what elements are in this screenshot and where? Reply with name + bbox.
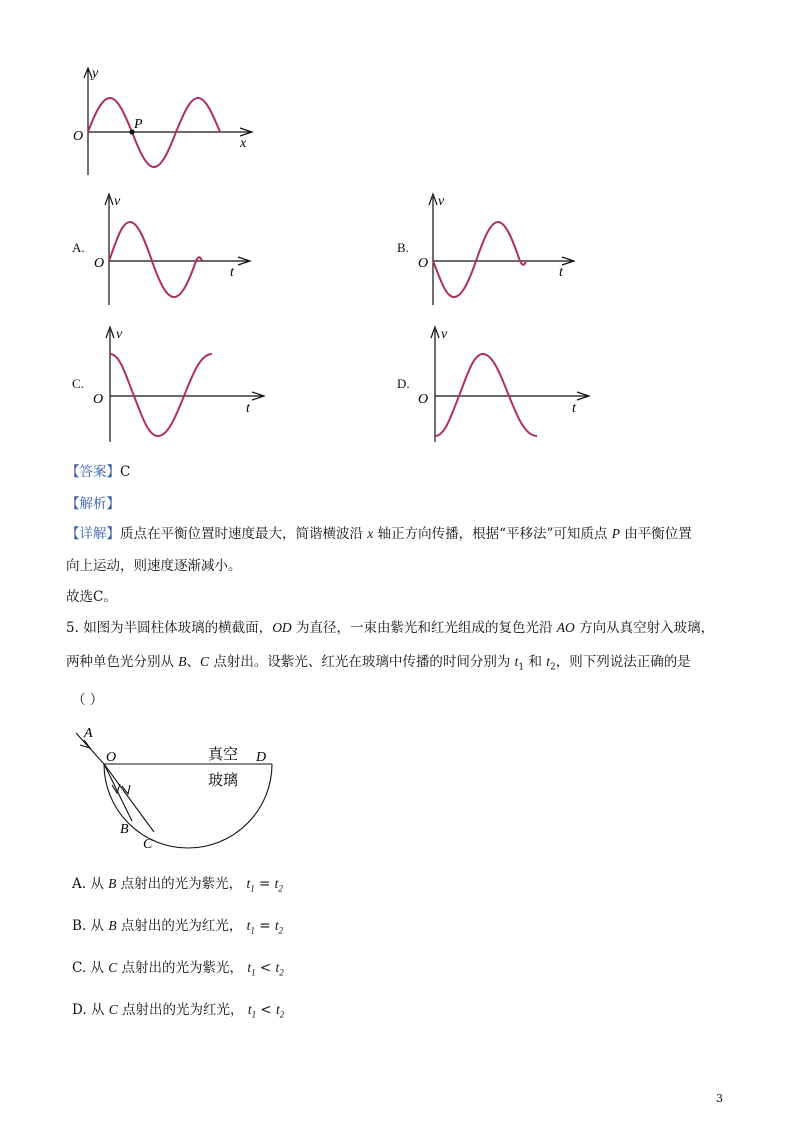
label-v: v bbox=[116, 327, 123, 342]
q5-text: 方向从真空射入玻璃， bbox=[574, 620, 715, 636]
choice-b bbox=[72, 916, 283, 941]
choice-a bbox=[72, 874, 283, 899]
option-c-curve bbox=[110, 354, 212, 436]
q5-text: 点射出。设紫光、红光在玻璃中传播的时间分别为 bbox=[209, 654, 515, 670]
choice-text: 从 bbox=[90, 918, 109, 934]
answer-value: C bbox=[120, 464, 131, 480]
q5-b: B bbox=[178, 654, 187, 669]
label-o: O bbox=[418, 392, 429, 407]
choice-t2: $t_2$ bbox=[276, 1002, 285, 1020]
answer-tag: 【答案】 bbox=[66, 464, 120, 480]
label-v: v bbox=[441, 327, 448, 342]
q5-text: 和 bbox=[524, 654, 547, 670]
q5-text: 如图为半圆柱体玻璃的横截面， bbox=[83, 620, 273, 636]
q5-number: 5. bbox=[66, 620, 79, 636]
detail-p: P bbox=[611, 526, 620, 541]
choice-t1: $t_1$ bbox=[247, 1002, 257, 1020]
q5-line-2 bbox=[66, 652, 691, 678]
detail-line-2: 向上运动，则速度逐渐减小。 bbox=[66, 558, 242, 574]
choice-t1: $t_1$ bbox=[246, 918, 255, 936]
q5-bracket: （ ） bbox=[72, 692, 104, 708]
choice-relation: < bbox=[259, 960, 272, 976]
label-o: O bbox=[106, 750, 117, 765]
detail-text: 轴正方向传播，根据“平移法”可知质点 bbox=[373, 526, 612, 542]
option-d-graph bbox=[415, 318, 595, 448]
semicircle-arc bbox=[104, 764, 272, 848]
option-d-letter: D. bbox=[397, 376, 410, 391]
choice-t2: $t_2$ bbox=[274, 876, 283, 894]
choice-text: 点射出的光为红光， bbox=[116, 918, 243, 934]
label-t: t bbox=[572, 401, 576, 416]
choice-t1: $t_1$ bbox=[246, 876, 255, 894]
detail-text: 质点在平衡位置时速度最大，简谐横波沿 bbox=[120, 526, 368, 542]
choice-relation: = bbox=[259, 918, 271, 934]
choice-letter: C. bbox=[72, 960, 87, 976]
choice-point: C bbox=[108, 1002, 118, 1017]
label-d: D bbox=[256, 750, 267, 765]
choice-t2: $t_2$ bbox=[275, 960, 284, 978]
choice-d bbox=[72, 1000, 284, 1025]
q5-t2-sub: 2 bbox=[550, 662, 556, 673]
q5-ao: AO bbox=[556, 620, 575, 635]
label-v: v bbox=[438, 194, 445, 209]
choice-text: 从 bbox=[90, 1002, 109, 1018]
q5-t1-sub: 1 bbox=[518, 662, 525, 673]
label-vacuum: 真空 bbox=[208, 745, 239, 763]
choice-text: 从 bbox=[90, 876, 109, 892]
label-c: C bbox=[143, 837, 153, 852]
ray-ao-arrow bbox=[80, 740, 90, 748]
label-y: y bbox=[92, 66, 99, 81]
option-b-letter: B. bbox=[397, 240, 409, 255]
option-a-letter: A. bbox=[72, 240, 85, 255]
detail-line-1 bbox=[66, 524, 692, 544]
q5-text: ，则下列说法正确的是 bbox=[555, 654, 691, 670]
label-b: B bbox=[120, 822, 129, 837]
q5-t1: t bbox=[514, 654, 519, 669]
q5-line-1 bbox=[66, 618, 714, 638]
q5-t2: t bbox=[546, 654, 551, 669]
choice-c bbox=[72, 958, 284, 983]
conclusion: 故选C。 bbox=[66, 589, 117, 605]
wave-figure-main bbox=[70, 60, 270, 180]
choice-t2: $t_2$ bbox=[274, 918, 284, 936]
label-x: x bbox=[240, 136, 247, 151]
analysis-tag: 【解析】 bbox=[66, 496, 120, 512]
label-p: P bbox=[134, 117, 143, 132]
choice-relation: < bbox=[260, 1002, 272, 1018]
q5-c: C bbox=[200, 654, 210, 669]
label-o: O bbox=[94, 256, 105, 271]
option-b-graph bbox=[414, 185, 584, 310]
label-t: t bbox=[246, 401, 250, 416]
detail-text: 由平衡位置 bbox=[619, 526, 692, 542]
q5-text: 为直径，一束由紫光和红光组成的复色光沿 bbox=[291, 620, 557, 636]
choice-point: B bbox=[108, 918, 117, 933]
q5-text: 两种单色光分别从 bbox=[66, 654, 179, 670]
label-o: O bbox=[418, 256, 429, 271]
choice-text: 点射出的光为红光， bbox=[117, 1002, 244, 1018]
option-c-graph bbox=[90, 318, 270, 448]
label-glass: 玻璃 bbox=[208, 771, 239, 789]
answer-line bbox=[66, 462, 130, 482]
choice-point: C bbox=[108, 960, 118, 975]
choice-text: 点射出的光为紫光， bbox=[117, 960, 244, 976]
choice-text: 从 bbox=[90, 960, 109, 976]
option-d-curve bbox=[435, 354, 537, 436]
choice-letter: B. bbox=[72, 918, 87, 934]
choice-relation: = bbox=[259, 876, 271, 892]
choice-letter: A. bbox=[72, 876, 87, 892]
detail-x: x bbox=[367, 526, 374, 541]
page-number: 3 bbox=[716, 1092, 723, 1105]
label-o: O bbox=[73, 129, 84, 144]
option-c-letter: C. bbox=[72, 376, 84, 391]
label-t: t bbox=[559, 265, 563, 280]
glass-figure bbox=[60, 715, 290, 860]
detail-tag: 【详解】 bbox=[66, 526, 120, 542]
choice-t1: $t_1$ bbox=[247, 960, 256, 978]
label-a: A bbox=[84, 726, 93, 741]
option-b-curve bbox=[433, 222, 526, 297]
label-v: v bbox=[114, 194, 121, 209]
option-a-curve bbox=[109, 222, 202, 297]
choice-point: B bbox=[108, 876, 117, 891]
option-a-graph bbox=[90, 185, 260, 310]
label-t: t bbox=[230, 265, 234, 280]
choice-text: 点射出的光为紫光， bbox=[116, 876, 243, 892]
q5-text: 、 bbox=[186, 654, 201, 670]
choice-letter: D. bbox=[72, 1002, 87, 1018]
q5-od: OD bbox=[272, 620, 292, 635]
label-o: O bbox=[93, 392, 104, 407]
